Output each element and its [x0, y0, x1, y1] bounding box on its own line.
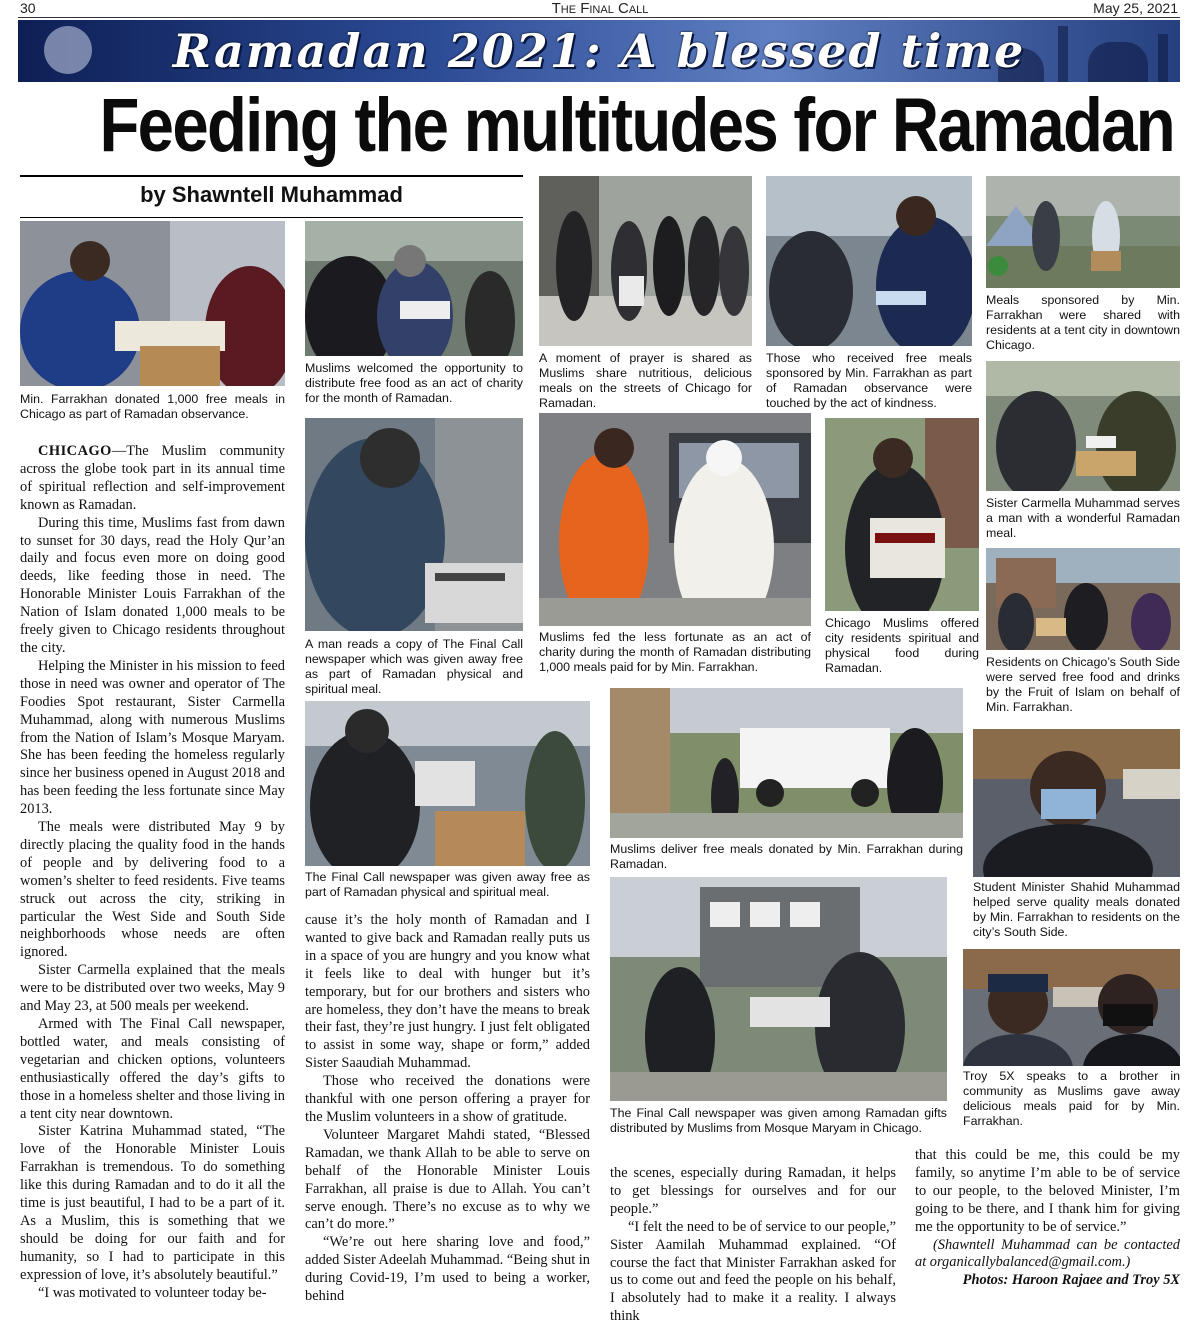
- paragraph: the scenes, especially during Ramadan, it helps to get blessings for ourselves and for our people.”: [610, 1165, 896, 1217]
- byline: by Shawntell Muhammad: [140, 182, 403, 207]
- photo-troy-5x: [963, 949, 1180, 1066]
- caption-photo-11: The Final Call newspaper was given away free as part of Ramadan physical and spiritual meal.: [305, 870, 590, 899]
- article-column-2: [305, 912, 590, 1306]
- photo-final-call-given-away: [305, 701, 590, 866]
- photo-sister-carmella: [986, 361, 1180, 491]
- paragraph: Volunteer Margaret Mahdi stated, “Blessed Ramadan, we thank Allah to be able to serve on behalf of the Honorable Minister Louis Farrakhan, all praise is due to Allah. You can’t serve enough. There’s no excuse as to why we can’t do more.”: [305, 1126, 590, 1233]
- photo-deliver-free-meals: [610, 688, 963, 838]
- paragraph: During this time, Muslims fast from dawn to sunset for 30 days, read the Holy Qur’an daily and focus even more on doing good deeds, like feeding those in need. The Honorable Minister Louis Farrakhan of the Nation of Islam donated 1,000 meals to be freely given to Chicago residents throughout the city.: [20, 514, 285, 656]
- caption-photo-13: Student Minister Shahid Muhammad helped serve quality meals donated by Min. Farrakhan to residents on the city’s South Side.: [973, 880, 1180, 939]
- paragraph: “I was motivated to volunteer today be-: [38, 1284, 267, 1301]
- photo-gifts-from-mosque-maryam: [610, 877, 947, 1101]
- paragraph: —The Muslim community across the globe took part in its annual time of spiritual reflection and self-improvement known as Ramadan.: [20, 443, 285, 513]
- caption-photo-1: Min. Farrakhan donated 1,000 free meals in Chicago as part of Ramadan observance.: [20, 392, 285, 421]
- paragraph: Armed with The Final Call newspaper, bottled water, and meals consisting of vegetarian and chicken options, volunteers enthusiastically offered the day’s gifts to those in a homeless shelter and those living in a tent city near downtown.: [20, 1016, 285, 1122]
- article-column-1: [20, 443, 285, 1303]
- photo-farrakhan-donation: [20, 221, 285, 386]
- paragraph: cause it’s the holy month of Ramadan and I wanted to give back and Ramadan really puts us in a space of you are hungry and you know what it feels like to deal with hunger but it’s temporary, but for our brothers and sisters who are homeless, they don’t have the means to break their fast, they’re just hungry. I just felt obligated to assist in some way, shape or form,” added Sister Saaudiah Muhammad.: [305, 912, 590, 1072]
- caption-photo-4: Those who received free meals sponsored by Min. Farrakhan as part of Ramadan observance were touched by the act of kindness.: [766, 351, 972, 410]
- paragraph: Sister Carmella explained that the meals were to be distributed over two weeks, May 9 and May 23, at 500 meals per weekend.: [20, 962, 285, 1015]
- photo-man-reads-final-call: [305, 418, 523, 631]
- caption-photo-15: Troy 5X speaks to a brother in community as Muslims gave away delicious meals paid for by Min. Farrakhan.: [963, 1069, 1180, 1128]
- caption-photo-3: A moment of prayer is shared as Muslims share nutritious, delicious meals on the streets of Chicago for Ramadan.: [539, 351, 752, 410]
- photo-south-side-residents: [986, 548, 1180, 650]
- dateline: CHICAGO: [38, 443, 112, 459]
- paragraph: that this could be me, this could be my family, so anytime I’m able to be of service to our people, to the beloved Minister, I’m going to be there, and I thank him for giving me the opportunity to be of service.”: [915, 1147, 1180, 1235]
- photo-tent-city: [986, 176, 1180, 288]
- article-column-3: [610, 1165, 896, 1326]
- paragraph: Those who received the donations were thankful with one person offering a prayer for the Muslim volunteers in a show of gratitude.: [305, 1073, 590, 1125]
- paragraph: Helping the Minister in his mission to feed those in need was owner and operator of The Foodies Spot restaurant, Sister Carmella Muhammad, along with numerous Muslims from the Nation of Islam’s Mosque Maryam. She has been feeding the homeless regularly since her business opened in August 2018 and has been feeding the less fortunate since May 2013.: [20, 657, 285, 818]
- caption-photo-8: Chicago Muslims offered city residents spiritual and physical food during Ramadan.: [825, 616, 979, 675]
- photo-recipients-touched: [766, 176, 972, 346]
- byline-box: [20, 175, 523, 218]
- caption-photo-6: A man reads a copy of The Final Call newspaper which was given away free as part of Ramadan physical and spiritual meal.: [305, 637, 523, 696]
- paragraph: “We’re out here sharing love and food,” added Sister Adeelah Muhammad. “Being shut in during Covid-19, I’m used to being a worker, behind: [305, 1234, 590, 1305]
- page-number: 30: [20, 0, 36, 16]
- photo-credit: Photos: Haroon Rajaee and Troy 5X: [962, 1272, 1180, 1289]
- photo-muslims-distributing: [305, 221, 523, 356]
- paper-name: The Final Call: [551, 0, 649, 17]
- caption-photo-12: Muslims deliver free meals donated by Min. Farrakhan during Ramadan.: [610, 842, 963, 871]
- caption-photo-9: Sister Carmella Muhammad serves a man with a wonderful Ramadan meal.: [986, 496, 1180, 540]
- article-column-4: [915, 1147, 1180, 1290]
- author-contact: (Shawntell Muhammad can be contacted at organicallybalanced@gmail.com.): [915, 1236, 1180, 1271]
- photo-moment-of-prayer: [539, 176, 752, 346]
- header-rule: [18, 17, 1180, 18]
- banner-title: Ramadan 2021: A blessed time: [172, 24, 1026, 78]
- paragraph: The meals were distributed May 9 by directly placing the quality food in the hands of people and by delivering food to a women’s shelter to feed residents. Five teams struck out across the city, striking in particular the West Side and South Side neighborhoods whose needs are often ignored.: [20, 819, 285, 961]
- caption-photo-14: The Final Call newspaper was given among Ramadan gifts distributed by Muslims from Mosque Maryam in Chicago.: [610, 1106, 947, 1135]
- section-banner: [18, 20, 1180, 82]
- caption-photo-10: Residents on Chicago’s South Side were served free food and drinks by the Fruit of Islam on behalf of Min. Farrakhan.: [986, 655, 1181, 714]
- headline: Feeding the multitudes for Ramadan: [99, 83, 1175, 168]
- paragraph: “I felt the need to be of service to our people,” Sister Aamilah Muhammad explained. “Of course the fact that Minister Farrakhan asked for us to come out and feed the people on his behalf, I absolutely had to make it a reality. I always think: [610, 1218, 896, 1325]
- photo-spiritual-physical-food: [825, 418, 979, 611]
- paragraph: Sister Katrina Muhammad stated, “The love of the Honorable Minister Louis Farrakhan is tremendous. To do something like this during Ramadan and to do it all the time is just beautiful, I had to be a part of it. As a Muslim, this is something that we should be doing for our faith and for humanity, so I had to participate in this expression of love, it’s absolutely beautiful.”: [20, 1123, 285, 1283]
- caption-photo-5: Meals sponsored by Min. Farrakhan were shared with residents at a tent city in downtown Chicago.: [986, 293, 1180, 352]
- issue-date: May 25, 2021: [1093, 0, 1178, 16]
- photo-student-minister-shahid: [973, 729, 1180, 877]
- caption-photo-7: Muslims fed the less fortunate as an act of charity during the month of Ramadan distributing 1,000 meals paid for by Min. Farrakhan.: [539, 630, 811, 674]
- photo-feeding-less-fortunate: [539, 413, 811, 626]
- caption-photo-2: Muslims welcomed the opportunity to distribute free food as an act of charity for the month of Ramadan.: [305, 361, 523, 405]
